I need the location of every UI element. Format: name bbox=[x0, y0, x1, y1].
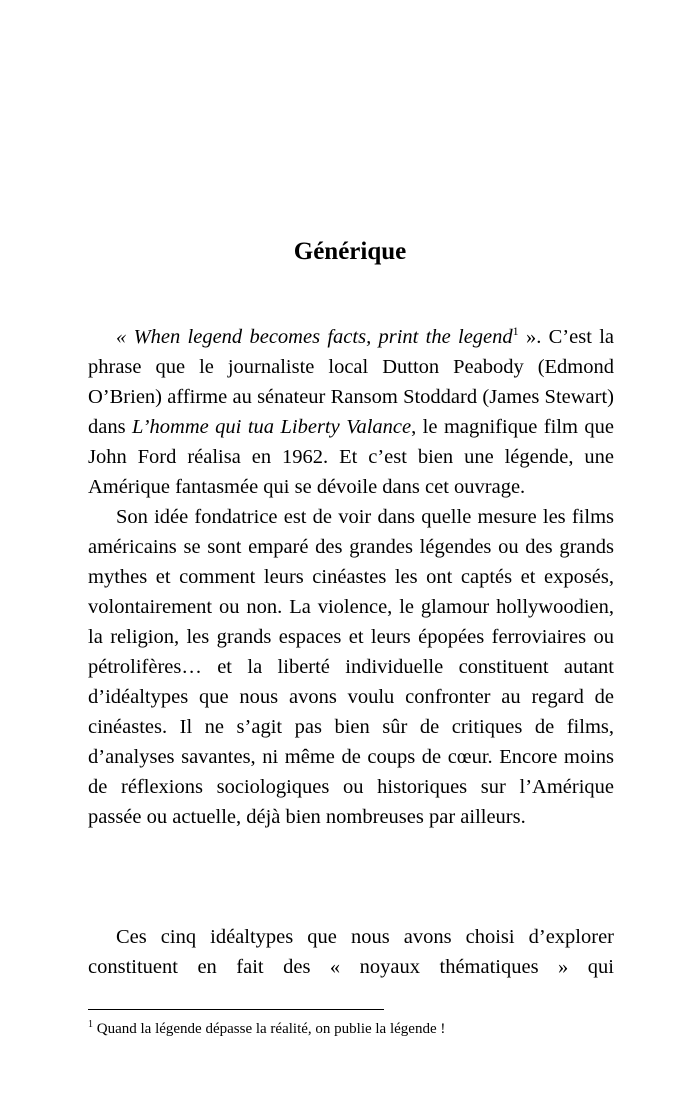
paragraph-1-rest: , le magnifique film que John Ford réalisa en 1962. Et c’est bien une légende, une Amérique fantasmée qui se dévoile dans cet ouvrage. bbox=[88, 416, 614, 498]
film-title: L’homme qui tua Liberty Valance bbox=[132, 416, 412, 438]
paragraph-1 bbox=[88, 322, 614, 502]
quote-open: « bbox=[116, 326, 134, 348]
footnote-text: Quand la légende dépasse la réalité, on publie la légende ! bbox=[93, 1021, 446, 1037]
paragraph-2: Son idée fondatrice est de voir dans quelle mesure les films américains se sont emparé des grandes légendes ou des grands mythes et comment leurs cinéastes les ont captés et exposés, volontairement ou non. La violence, le glamour hollywoodien, la religion, les grands espaces et leurs épopées ferroviaires ou pétrolifères… et la liberté individuelle constituent autant d’idéaltypes que nous avons voulu confronter au regard de cinéastes. Il ne s’agit pas bien sûr de critiques de films, d’analyses savantes, ni même de coups de cœur. Encore moins de réflexions sociologiques ou historiques sur l’Amérique passée ou actuelle, déjà bien nombreuses par ailleurs. bbox=[88, 506, 614, 828]
body-text-block bbox=[88, 322, 614, 832]
paragraph-3: Ces cinq idéaltypes que nous avons choisi d’explorer constituent en fait des « noyaux thématiques » qui bbox=[88, 926, 614, 978]
footnote-reference[interactable]: 1 bbox=[512, 324, 519, 338]
quote-text: When legend becomes facts, print the legend bbox=[133, 326, 513, 348]
footnote bbox=[88, 1019, 648, 1039]
paragraph-1-text: ». C’est la phrase que le journaliste local Dutton Peabody (Edmond O’Brien) affirme au sénateur Ransom Stoddard (James Stewart) dans bbox=[88, 326, 614, 438]
chapter-title: Générique bbox=[293, 237, 407, 265]
body-text-block-2 bbox=[88, 922, 614, 982]
footnote-marker: 1 bbox=[88, 1019, 93, 1030]
footnote-divider bbox=[88, 1009, 384, 1010]
